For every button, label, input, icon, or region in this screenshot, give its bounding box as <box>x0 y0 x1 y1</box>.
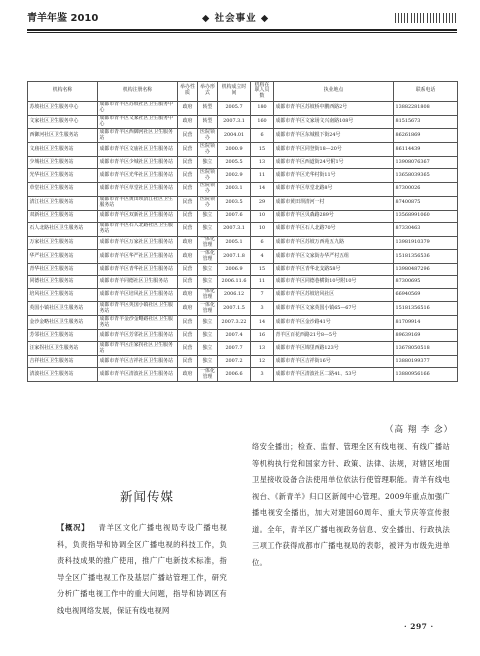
table-cell: 独立 <box>198 210 218 222</box>
table-credit: （高 翔 李 念） <box>385 425 454 435</box>
table-cell: 2007.3.1 <box>218 115 251 129</box>
table-cell: 成都市青羊区西道街24号附1号 <box>274 156 394 168</box>
table-cell: 同德社区卫生服务站 <box>28 276 98 288</box>
table-row <box>28 156 458 168</box>
table-cell: 民营 <box>178 169 198 183</box>
table-row <box>28 236 458 250</box>
table-cell: 独立 <box>198 342 218 356</box>
table-cell: 13568991060 <box>394 210 458 222</box>
table-row <box>28 196 458 210</box>
column-header: 举办性质 <box>178 82 198 102</box>
table-cell: 成都市青羊区清波社区卫生服务站 <box>98 368 178 382</box>
table-header-row <box>28 82 458 102</box>
table-cell: 金沙金略社区卫生服务站 <box>28 316 98 330</box>
table-cell: 文家社区卫生服务中心 <box>28 115 98 129</box>
table-cell: 成都市青羊区同登街18—20号 <box>274 143 394 157</box>
table-cell: 6 <box>251 236 274 250</box>
table-row <box>28 250 458 264</box>
table-cell: 29 <box>251 196 274 210</box>
table-cell: 66940569 <box>394 288 458 302</box>
table-cell: 成都市青羊区华严社区卫生服务站 <box>98 250 178 264</box>
table-cell: 13880956166 <box>394 368 458 382</box>
table-cell: 成都市青羊区金沙路41号 <box>274 316 394 330</box>
table-cell: 独立 <box>198 356 218 368</box>
table-cell: 民营 <box>178 330 198 342</box>
table-cell: 清波社区卫生服务站 <box>28 368 98 382</box>
table-cell: 13658039365 <box>394 169 458 183</box>
decorative-pattern <box>395 13 457 23</box>
table-cell: 民营 <box>178 276 198 288</box>
table-cell: 民营 <box>178 156 198 168</box>
table-cell: 11 <box>251 276 274 288</box>
table-cell: 87300026 <box>394 182 458 196</box>
table-cell: 6 <box>251 129 274 143</box>
table-cell: 成都市青羊区培风社区卫生服务站 <box>98 288 178 302</box>
table-cell: 成都市青羊区文家街办华严村五组 <box>274 250 394 264</box>
table-cell: 成都市青羊区少城社区卫生服务站 <box>98 156 178 168</box>
table-cell: 独立 <box>198 330 218 342</box>
table-cell: 13880199377 <box>394 356 458 368</box>
table-cell: 一体化管理 <box>198 288 218 302</box>
table-cell: 15181356536 <box>394 250 458 264</box>
page-number: · 297 · <box>404 622 434 631</box>
table-cell: 一体化管理 <box>198 368 218 382</box>
table-cell: 16 <box>251 330 274 342</box>
table-cell: 草堂社区卫生服务站 <box>28 182 98 196</box>
overview-text-left: 青羊区文化广播电视局专设广播电视科，负责指导和协调全区广播电视的科技工作，负责科技成果的推广使用，推广广电新技术标准，指导全区广播电视工作及基层广播站管理工作，研究分析广播电视工作中的重大问题，指导和协调区有线电视网络发展，保证有线电视网 <box>57 523 227 615</box>
table-cell: 民营 <box>178 342 198 356</box>
table-cell: 少城社区卫生服务站 <box>28 156 98 168</box>
table-cell: 87300695 <box>394 276 458 288</box>
section-title: 新闻传媒 <box>120 489 175 504</box>
table-cell: 13 <box>251 156 274 168</box>
table-row <box>28 288 458 302</box>
table-cell: 医院领办 <box>198 196 218 210</box>
table-cell: 医院领办 <box>198 169 218 183</box>
table-cell: 英国小镇社区卫生服务站 <box>28 302 98 316</box>
table-cell: 7 <box>251 288 274 302</box>
section-header: ◆ 社会事业 ◆ <box>202 13 270 24</box>
table-row <box>28 210 458 222</box>
table-cell: 2007.7 <box>218 342 251 356</box>
table-cell: 15 <box>251 264 274 276</box>
table-cell: 成都市青羊区苏坡社区卫生服务中心 <box>98 101 178 115</box>
overview-tag: 【概况】 <box>57 523 90 532</box>
table-cell: 独立 <box>198 222 218 236</box>
table-cell: 2007.4 <box>218 330 251 342</box>
table-cell: 14 <box>251 316 274 330</box>
overview-right-column <box>252 439 450 571</box>
column-header: 机构名称 <box>28 82 98 102</box>
table-cell: 成都市青羊区清波社区二路41、53号 <box>274 368 394 382</box>
table-cell: 培风社区卫生服务站 <box>28 288 98 302</box>
table-cell: 成都市青羊区吉祥社区卫生服务站 <box>98 356 178 368</box>
table-cell: 11 <box>251 169 274 183</box>
table-cell: 成都市青羊区苏坡万西苑五九路 <box>274 236 394 250</box>
table-cell: 芳邻社区卫生服务站 <box>28 330 98 342</box>
table-row <box>28 356 458 368</box>
table-cell: 4 <box>251 250 274 264</box>
table-row <box>28 276 458 288</box>
health-stations-table <box>27 81 458 382</box>
table-cell: 成都市青羊区汪家拐社区卫生服务站 <box>98 342 178 356</box>
table-cell: 转型 <box>198 101 218 115</box>
table-cell: 苏坡社区卫生服务中心 <box>28 101 98 115</box>
table-cell: 81709914 <box>394 316 458 330</box>
table-cell: 青羊区百花西路21号8—5号 <box>274 330 394 342</box>
overview-text-right: 络安全播出；检查、监督、管理全区有线电视、有线广播站等机构执行党和国家方针、政策、法律、法规，对辖区地面卫星接收设备合法使用单位依法行使管理职能。青羊有线电视台、《新青羊》归口区新闻中心管理。2009年重点加强广播电视安全播出，加大对建国60周年、重大节庆等宣传报道。全年，青羊区广播电视政务信息、安全播出、行政执法三项工作获得成都市广播电视局的表彰，被评为市级先进单位。 <box>252 442 450 567</box>
table-cell: 13882281808 <box>394 101 458 115</box>
table-cell: 成都市青羊区文庙社区卫生服务站 <box>98 143 178 157</box>
table-cell: 石人北路社区卫生服务站 <box>28 222 98 236</box>
table-cell: 89639169 <box>394 330 458 342</box>
table-cell: 独立 <box>198 316 218 330</box>
table-cell: 2007.1.5 <box>218 302 251 316</box>
overview-left-column <box>57 520 227 619</box>
table-cell: 86261869 <box>394 129 458 143</box>
table-cell: 15 <box>251 143 274 157</box>
table-cell: 成都市青羊区文家英国小镇65—67号 <box>274 302 394 316</box>
table-cell: 13980487296 <box>394 264 458 276</box>
table-cell: 160 <box>251 115 274 129</box>
table-cell: 2007.3.1 <box>218 222 251 236</box>
table-cell: 民营 <box>178 143 198 157</box>
table-cell: 医院领办 <box>198 182 218 196</box>
table-cell: 成都市青羊区苏坡培风社区 <box>274 288 394 302</box>
table-cell: 成都市青羊区东城根下街24号 <box>274 129 394 143</box>
table-cell: 13981910379 <box>394 236 458 250</box>
table-cell: 民营 <box>178 210 198 222</box>
table-row <box>28 129 458 143</box>
table-row <box>28 222 458 236</box>
table-cell: 成都市青羊区同德巷横街10号附10号 <box>274 276 394 288</box>
table-cell: 光华社区卫生服务站 <box>28 169 98 183</box>
table-cell: 2005.1 <box>218 236 251 250</box>
table-cell: 双新社区卫生服务站 <box>28 210 98 222</box>
table-cell: 成都市青羊区光华社区卫生服务站 <box>98 169 178 183</box>
table-cell: 成都市青羊区西御河社区卫生服务站 <box>98 129 178 143</box>
column-header: 机构注册名称 <box>98 82 178 102</box>
table-cell: 民营 <box>178 264 198 276</box>
table-cell: 转型 <box>198 115 218 129</box>
table-cell: 民营 <box>178 196 198 210</box>
table-cell: 吉祥社区卫生服务站 <box>28 356 98 368</box>
table-cell: 13908076367 <box>394 156 458 168</box>
table-cell: 成都市青羊区青华社区卫生服务站 <box>98 264 178 276</box>
column-header: 执业地点 <box>274 82 394 102</box>
table-cell: 3 <box>251 302 274 316</box>
table-row <box>28 264 458 276</box>
table-cell: 成都市黄田坝清河一村 <box>274 196 394 210</box>
table-cell: 2007.1.8 <box>218 250 251 264</box>
table-cell: 2000.9 <box>218 143 251 157</box>
table-cell: 成都市青羊区英国小镇社区卫生服务站 <box>98 302 178 316</box>
table-cell: 政府 <box>178 236 198 250</box>
table-cell: 成都市青羊区黄田坝清江社区卫生服务站 <box>98 196 178 210</box>
table-cell: 政府 <box>178 115 198 129</box>
table-cell: 81515673 <box>394 115 458 129</box>
table-row <box>28 182 458 196</box>
table-cell: 一体化管理 <box>198 302 218 316</box>
table-cell: 成都市青羊区贝森路289号 <box>274 210 394 222</box>
table-row <box>28 342 458 356</box>
table-cell: 民营 <box>178 356 198 368</box>
table-cell: 2006.9 <box>218 264 251 276</box>
table-cell: 成都市青羊区文家社区卫生服务中心 <box>98 115 178 129</box>
table-cell: 86114439 <box>394 143 458 157</box>
table-row <box>28 143 458 157</box>
table-cell: 成都市青羊区草堂社区卫生服务站 <box>98 182 178 196</box>
table-cell: 民营 <box>178 222 198 236</box>
table-cell: 医院领办 <box>198 129 218 143</box>
table-cell: 汪家拐社区卫生服务站 <box>28 342 98 356</box>
table-cell: 成都市青羊区万家社区卫生服务站 <box>98 236 178 250</box>
column-header: 机构在职人员数 <box>251 82 274 102</box>
table-row <box>28 169 458 183</box>
table-cell: 2006.11.6 <box>218 276 251 288</box>
table-cell: 2005.7 <box>218 101 251 115</box>
table-cell: 成都市青羊区双新社区卫生服务站 <box>98 210 178 222</box>
table-cell: 万家社区卫生服务站 <box>28 236 98 250</box>
table-cell: 15181356516 <box>394 302 458 316</box>
table-cell: 成都市青羊区石人北路70号 <box>274 222 394 236</box>
table-cell: 成都市青羊区草堂北路8号 <box>274 182 394 196</box>
table-cell: 2007.6 <box>218 210 251 222</box>
table-row <box>28 330 458 342</box>
table-cell: 独立 <box>198 276 218 288</box>
table-cell: 民营 <box>178 129 198 143</box>
table-cell: 政府 <box>178 368 198 382</box>
column-header: 机构成立时间 <box>218 82 251 102</box>
table-cell: 医院领办 <box>198 143 218 157</box>
table-cell: 成都市青羊区文家场文兴南路108号 <box>274 115 394 129</box>
table-cell: 成都市青羊区青华北支路58号 <box>274 264 394 276</box>
table-cell: 一体化管理 <box>198 250 218 264</box>
table-cell: 青华社区卫生服务站 <box>28 264 98 276</box>
table-cell: 13 <box>251 342 274 356</box>
table-row <box>28 302 458 316</box>
table-cell: 2007.2 <box>218 356 251 368</box>
table-cell: 13678050518 <box>394 342 458 356</box>
table-cell: 独立 <box>198 156 218 168</box>
table-row <box>28 115 458 129</box>
table-cell: 民营 <box>178 182 198 196</box>
table-cell: 14 <box>251 182 274 196</box>
column-header: 举办形式 <box>198 82 218 102</box>
table-cell: 2004.01 <box>218 129 251 143</box>
table-cell: 成都市青羊区锦里西路123号 <box>274 342 394 356</box>
table-cell: 成都市青羊金沙金略路社区卫生服务站 <box>98 316 178 330</box>
yearbook-title: 青羊年鉴 2010 <box>27 13 99 24</box>
table-cell: 西御河社区卫生服务站 <box>28 129 98 143</box>
table-cell: 政府 <box>178 250 198 264</box>
header-rule-thin <box>27 32 457 33</box>
table-row <box>28 316 458 330</box>
table-cell: 2003.5 <box>218 196 251 210</box>
table-cell: 2003.1 <box>218 182 251 196</box>
running-header <box>27 12 457 27</box>
table-cell: 成都市青羊区吉祥街16号 <box>274 356 394 368</box>
table-cell: 87330463 <box>394 222 458 236</box>
table-cell: 2006.12 <box>218 288 251 302</box>
table-row <box>28 368 458 382</box>
table-cell: 成都市青羊区光华村街11号 <box>274 169 394 183</box>
table-cell: 10 <box>251 222 274 236</box>
table-cell: 成都市青羊同德社区卫生服务站 <box>98 276 178 288</box>
table-cell: 文庙社区卫生服务站 <box>28 143 98 157</box>
table-cell: 2007.3.22 <box>218 316 251 330</box>
table-cell: 2002.9 <box>218 169 251 183</box>
table-cell: 87400875 <box>394 196 458 210</box>
table-cell: 政府 <box>178 288 198 302</box>
column-header: 联系电话 <box>394 82 458 102</box>
table-cell: 12 <box>251 356 274 368</box>
table-cell: 清江社区卫生服务站 <box>28 196 98 210</box>
table-body <box>28 101 458 381</box>
table-cell: 10 <box>251 210 274 222</box>
table-cell: 3 <box>251 368 274 382</box>
table-cell: 180 <box>251 101 274 115</box>
table-cell: 2005.5 <box>218 156 251 168</box>
table-cell: 民营 <box>178 316 198 330</box>
table-cell: 2006.6 <box>218 368 251 382</box>
table-cell: 一体化管理 <box>198 236 218 250</box>
table-row <box>28 101 458 115</box>
table-cell: 政府 <box>178 302 198 316</box>
table-cell: 成都市青羊区芳邻社区卫生服务站 <box>98 330 178 342</box>
table-cell: 华严社区卫生服务站 <box>28 250 98 264</box>
header-rule <box>27 29 457 31</box>
table-cell: 独立 <box>198 264 218 276</box>
table-cell: 政府 <box>178 101 198 115</box>
table-cell: 成都市青羊区石人北路社区卫生服务站 <box>98 222 178 236</box>
table-cell: 成都市青羊区苏坡桥中鹏西路2号 <box>274 101 394 115</box>
